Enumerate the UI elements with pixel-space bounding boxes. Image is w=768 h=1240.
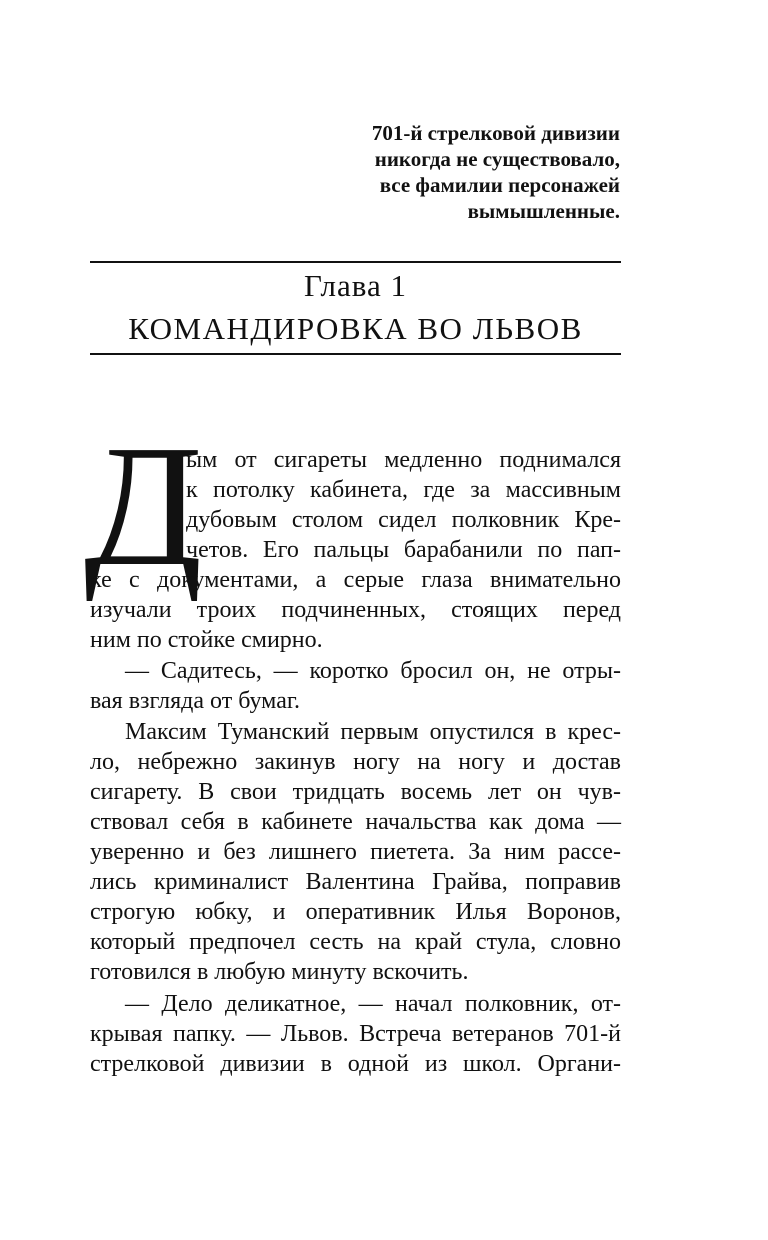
body-line: стрелковой дивизии в одной из школ. Органи- [90, 1051, 621, 1077]
chapter-number: Глава 1 [303, 268, 408, 303]
epigraph-line: все фамилии персонажей [379, 173, 620, 197]
body-line: изучали троих подчиненных, стоящих перед [90, 597, 621, 623]
body-line: ним по стойке смирно. [90, 627, 323, 653]
body-line: сигарету. В свои тридцать восемь лет он чув- [90, 779, 621, 805]
body-line: четов. Его пальцы барабанили по пап- [186, 537, 621, 563]
body-line: — Садитесь, — коротко бросил он, не отры- [125, 658, 621, 684]
body-line: лись криминалист Валентина Грайва, поправив [90, 869, 621, 895]
body-line: ствовал себя в кабинете начальства как дома — [90, 809, 621, 835]
body-line: который предпочел сесть на край стула, словно [90, 929, 621, 955]
body-line: к потолку кабинета, где за массивным [186, 477, 621, 503]
drop-cap: Д [84, 409, 203, 602]
chapter-rule-top [90, 261, 621, 263]
chapter-rule-bottom [90, 353, 621, 355]
epigraph-line: 701-й стрелковой дивизии [371, 121, 620, 145]
body-line: ке с документами, а серые глаза внимательно [90, 567, 621, 593]
body-line: крывая папку. — Львов. Встреча ветеранов 701-й [90, 1021, 621, 1047]
epigraph [290, 120, 620, 224]
body-line: ым от сигареты медленно поднимался [186, 447, 621, 473]
body-line: готовился в любую минуту вскочить. [90, 959, 469, 985]
body-line: уверенно и без лишнего пиетета. За ним рассе- [90, 839, 621, 865]
body-line: Максим Туманский первым опустился в крес- [125, 719, 621, 745]
body-line: дубовым столом сидел полковник Кре- [186, 507, 621, 533]
epigraph-line: вымышленные. [467, 199, 620, 223]
body-line: — Дело деликатное, — начал полковник, от- [125, 991, 621, 1017]
body-line: вая взгляда от бумаг. [90, 688, 300, 714]
chapter-title: КОМАНДИРОВКА ВО ЛЬВОВ [128, 311, 583, 346]
body-line: ло, небрежно закинув ногу на ногу и достав [90, 749, 621, 775]
body-line: строгую юбку, и оперативник Илья Воронов, [90, 899, 621, 925]
epigraph-line: никогда не существовало, [374, 147, 620, 171]
